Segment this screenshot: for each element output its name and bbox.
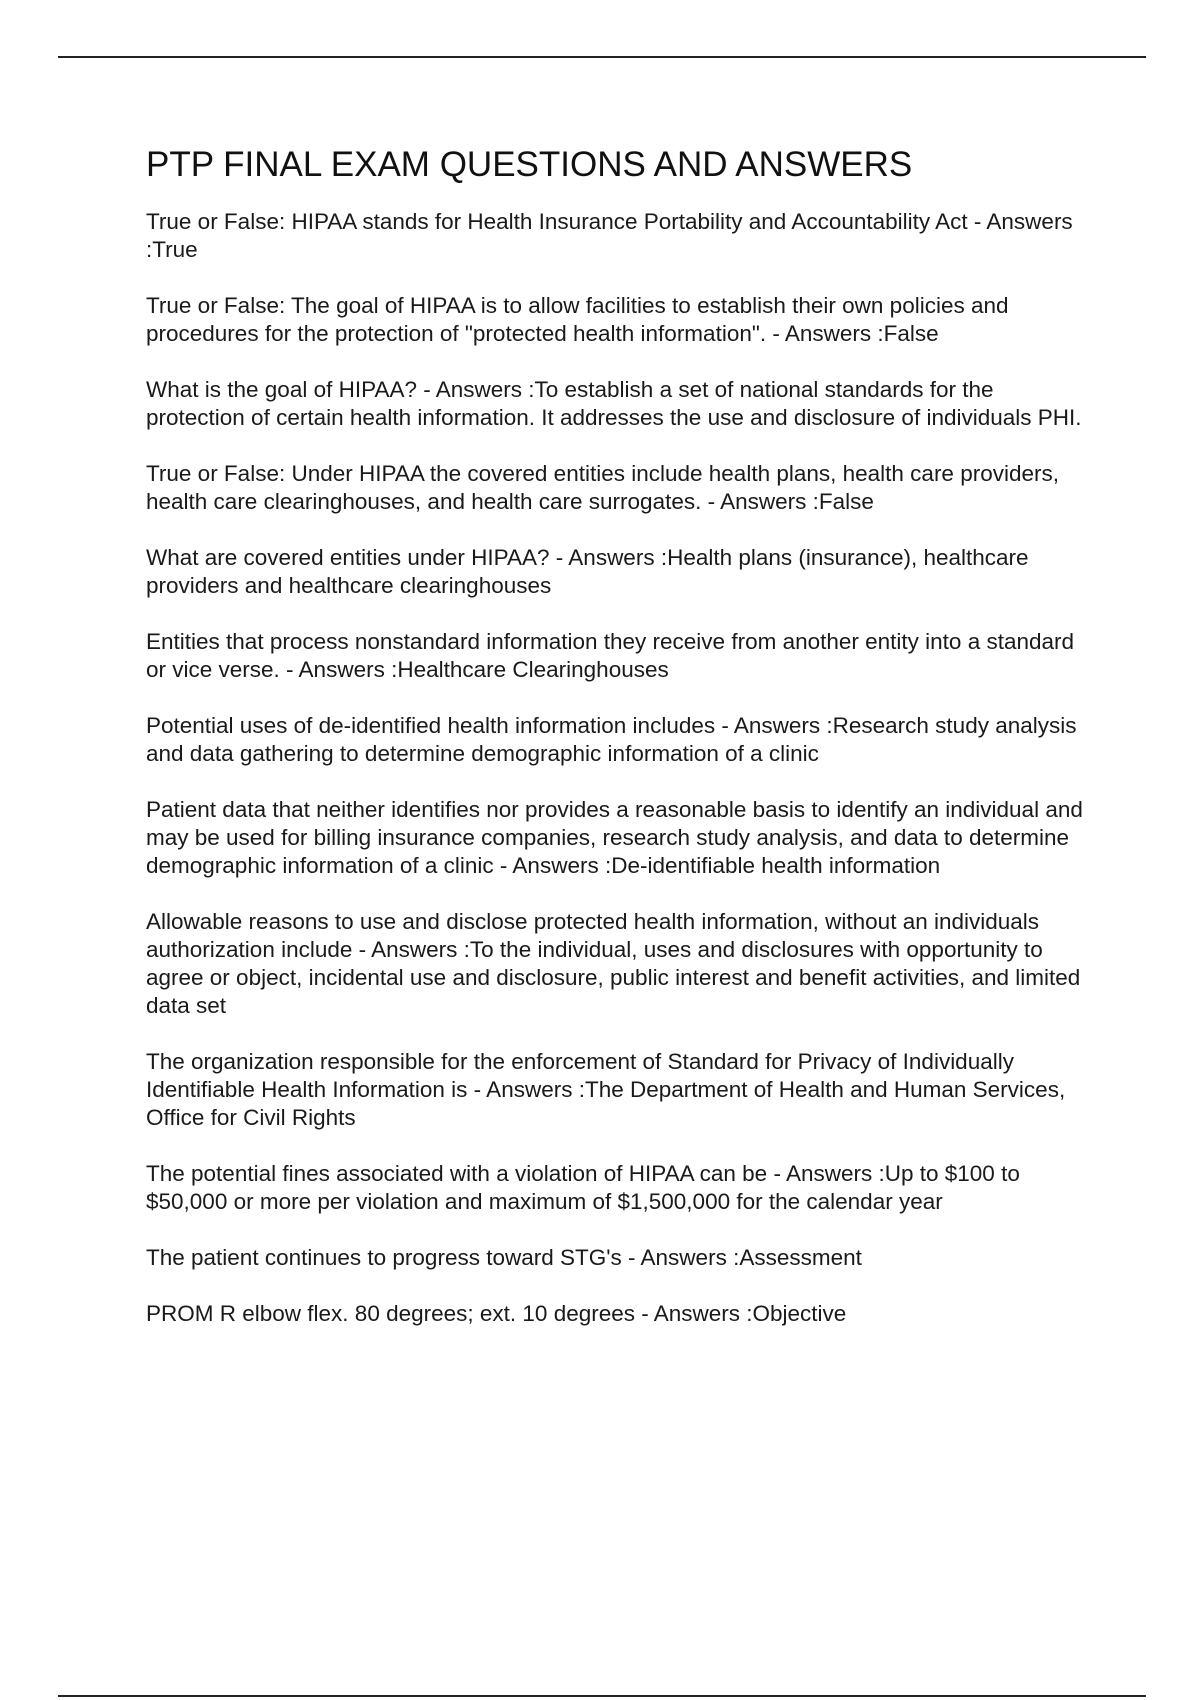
- qa-item-5: What are covered entities under HIPAA? - Answers :Health plans (insurance), healthcare providers and healthcare clearinghouses: [146, 545, 1029, 598]
- document-title: PTP FINAL EXAM QUESTIONS AND ANSWERS: [146, 145, 913, 184]
- qa-item-12: The patient continues to progress toward STG's - Answers :Assessment: [146, 1245, 862, 1270]
- qa-item-3: What is the goal of HIPAA? - Answers :To establish a set of national standards for the protection of certain health information. It addresses the use and disclosure of individuals PHI.: [146, 377, 1082, 430]
- qa-item-11: The potential fines associated with a violation of HIPAA can be - Answers :Up to $100 to $50,000 or more per violation and maximum of $1,500,000 for the calendar year: [146, 1161, 1020, 1214]
- bottom-divider: [58, 1695, 1146, 1697]
- qa-item-4: True or False: Under HIPAA the covered entities include health plans, health care providers, health care clearinghouses, and health care surrogates. - Answers :False: [146, 461, 1059, 514]
- qa-item-13: PROM R elbow flex. 80 degrees; ext. 10 degrees - Answers :Objective: [146, 1301, 847, 1326]
- qa-list: [146, 208, 1091, 1328]
- qa-item-1: True or False: HIPAA stands for Health Insurance Portability and Accountability Act - Answers :True: [146, 209, 1073, 262]
- qa-item-9: Allowable reasons to use and disclose protected health information, without an individuals authorization include - Answers :To the individual, uses and disclosures with opportunity to agree or object, incidental use and disclosure, public interest and benefit activities, and limited data set: [146, 909, 1081, 1018]
- qa-item-2: True or False: The goal of HIPAA is to allow facilities to establish their own policies and procedures for the protection of "protected health information". - Answers :False: [146, 293, 1009, 346]
- document-body: [146, 140, 1091, 1356]
- qa-item-10: The organization responsible for the enforcement of Standard for Privacy of Individually Identifiable Health Information is - Answers :The Department of Health and Human Services, Office for Civil Rights: [146, 1049, 1066, 1130]
- qa-item-8: Patient data that neither identifies nor provides a reasonable basis to identify an individual and may be used for billing insurance companies, research study analysis, and data to determine demographic information of a clinic - Answers :De-identifiable health information: [146, 797, 1083, 878]
- top-divider: [58, 56, 1146, 58]
- qa-item-6: Entities that process nonstandard information they receive from another entity into a standard or vice verse. - Answers :Healthcare Clearinghouses: [146, 629, 1075, 682]
- qa-item-7: Potential uses of de-identified health information includes - Answers :Research study analysis and data gathering to determine demographic information of a clinic: [146, 713, 1077, 766]
